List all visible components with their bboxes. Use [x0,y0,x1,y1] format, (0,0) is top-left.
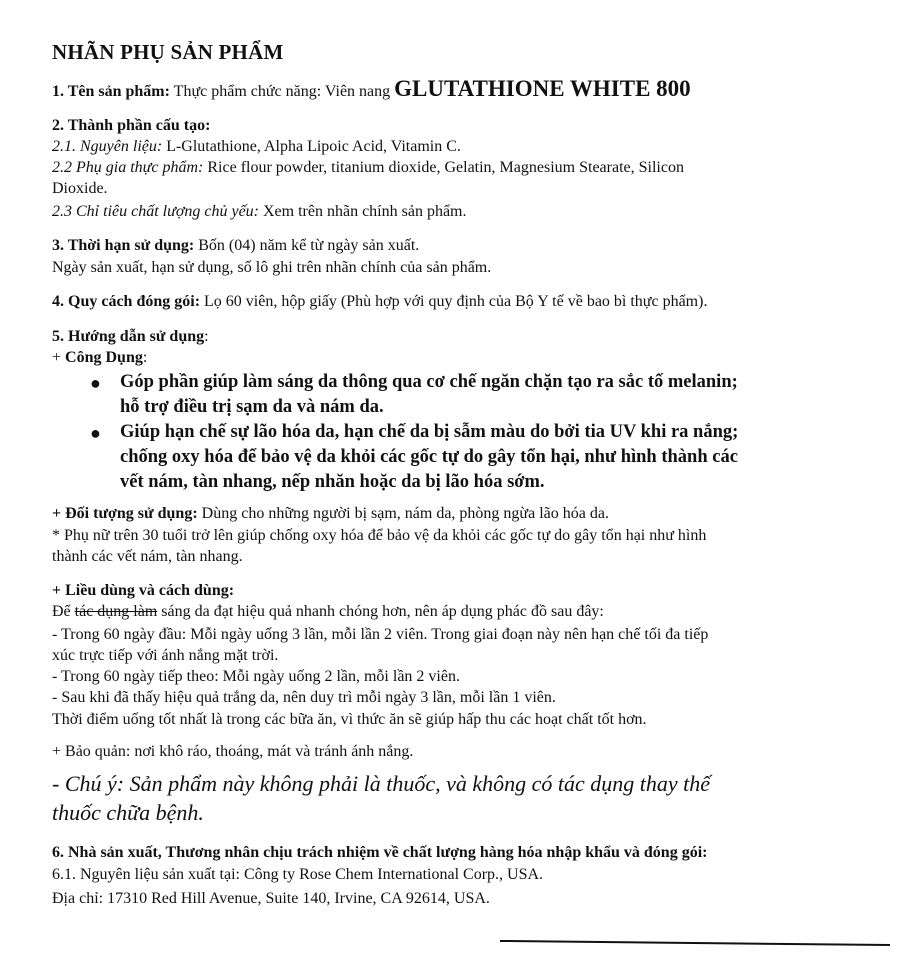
product-name-line [52,76,691,105]
product-brand-name: GLUTATHIONE WHITE 800 [394,76,691,101]
women-note-line-1: * Phụ nữ trên 30 tuổi trở lên giúp chống oxy hóa để bảo vệ da khỏi các gốc tự do gây tổn hại như hình [52,527,707,544]
dosage-intro [52,602,604,622]
warning-line-2: thuốc chữa bệnh. [52,800,204,825]
usage-label: 5. Hướng dẫn sử dụng [52,328,205,345]
women-note-line-2: thành các vết nám, tàn nhang. [52,548,243,565]
additives-text: Rice flour powder, titanium dioxide, Gelatin, Magnesium Stearate, Silicon [203,159,684,176]
usage-heading [52,327,209,347]
shelf-life-note: Ngày sản xuất, hạn sử dụng, số lô ghi trên nhãn chính của sản phẩm. [52,259,492,276]
shelf-life-label: 3. Thời hạn sử dụng: [52,237,195,254]
ingredients-line [52,137,461,157]
usage-colon: : [204,328,209,345]
shelf-life-text: Bốn (04) năm kể từ ngày sản xuất. [194,237,420,254]
target-users-line [52,504,609,524]
dosage-line-6: Thời điểm uống tốt nhất là trong các bữa ăn, vì thức ăn sẽ giúp hấp thu các hoạt chất tốt hơn. [52,711,647,728]
additives-label: 2.2 Phụ gia thực phẩm: [52,159,204,176]
ingredients-label: 2.1. Nguyên liệu: [52,138,163,155]
bullet-dot-icon: ● [90,373,101,393]
quality-text: Xem trên nhãn chính sản phẩm. [259,203,467,220]
scan-edge-line [500,940,890,946]
dosage-heading: + Liều dùng và cách dùng: [52,582,235,599]
dosage-intro-start: Để [52,603,75,620]
target-users-text: Dùng cho những người bị sạm, nám da, phòng ngừa lão hóa da. [197,505,609,522]
document-title: NHÃN PHỤ SẢN PHẨM [52,40,284,64]
benefits-heading [52,348,147,368]
benefits-colon: : [142,349,148,366]
packaging-label: 4. Quy cách đóng gói: [52,293,201,310]
warning-line-1: - Chú ý: Sản phẩm này không phải là thuốc, và không có tác dụng thay thế [52,771,711,796]
benefit-2-line-3: vết nám, tàn nhang, nếp nhăn hoặc da bị lão hóa sớm. [120,472,545,492]
additives-continued: Dioxide. [52,180,108,197]
additives-line [52,158,684,178]
dosage-line-5: - Sau khi đã thấy hiệu quả trắng da, nên duy trì mỗi ngày 3 lần, mỗi lần 1 viên. [52,689,556,706]
ingredients-text: L-Glutathione, Alpha Lipoic Acid, Vitamin C. [162,138,461,155]
manufacturer-line-1: 6.1. Nguyên liệu sản xuất tại: Công ty Rose Chem International Corp., USA. [52,866,544,883]
shelf-life-line [52,236,419,256]
quality-label: 2.3 Chỉ tiêu chất lượng chủ yếu: [52,203,259,220]
dosage-line-2: - Trong 60 ngày đầu: Mỗi ngày uống 3 lần, mỗi lần 2 viên. Trong giai đoạn này nên hạn chế tối đa tiếp [52,626,709,643]
benefits-prefix: + [52,349,66,366]
manufacturer-heading: 6. Nhà sản xuất, Thương nhân chịu trách nhiệm về chất lượng hàng hóa nhập khẩu và đóng gói: [52,844,708,861]
manufacturer-address: Địa chỉ: 17310 Red Hill Avenue, Suite 140, Irvine, CA 92614, USA. [52,890,490,907]
dosage-line-3: xúc trực tiếp với ánh nắng mặt trời. [52,647,279,664]
product-name-text: Thực phẩm chức năng: Viên nang [169,83,395,100]
packaging-line [52,292,707,312]
quality-line [52,202,467,222]
packaging-text: Lọ 60 viên, hộp giấy (Phù hợp với quy định của Bộ Y tế về bao bì thực phẩm). [200,293,708,310]
dosage-line-4: - Trong 60 ngày tiếp theo: Mỗi ngày uống 2 lần, mỗi lần 2 viên. [52,668,460,685]
storage-line: + Bảo quản: nơi khô ráo, thoáng, mát và tránh ánh nắng. [52,743,414,760]
benefit-2-line-1: Giúp hạn chế sự lão hóa da, hạn chế da bị sẫm màu do bởi tia UV khi ra nắng; [120,422,739,442]
benefit-2-line-2: chống oxy hóa để bảo vệ da khỏi các gốc tự do gây tổn hại, như hình thành các [120,447,738,467]
benefits-label: Công Dụng [65,349,143,366]
target-users-label: + Đối tượng sử dụng: [52,505,198,522]
composition-heading: 2. Thành phần cấu tạo: [52,117,211,134]
bullet-dot-icon: ● [90,423,101,443]
product-name-label: 1. Tên sản phẩm: [52,83,170,100]
dosage-intro-end: sáng da đạt hiệu quả nhanh chóng hơn, nên áp dụng phác đồ sau đây: [157,603,604,620]
dosage-intro-struck: tác dụng làm [74,603,158,620]
benefit-1-line-2: hỗ trợ điều trị sạm da và nám da. [120,397,384,417]
benefit-1-line-1: Góp phần giúp làm sáng da thông qua cơ chế ngăn chặn tạo ra sắc tố melanin; [120,372,738,392]
